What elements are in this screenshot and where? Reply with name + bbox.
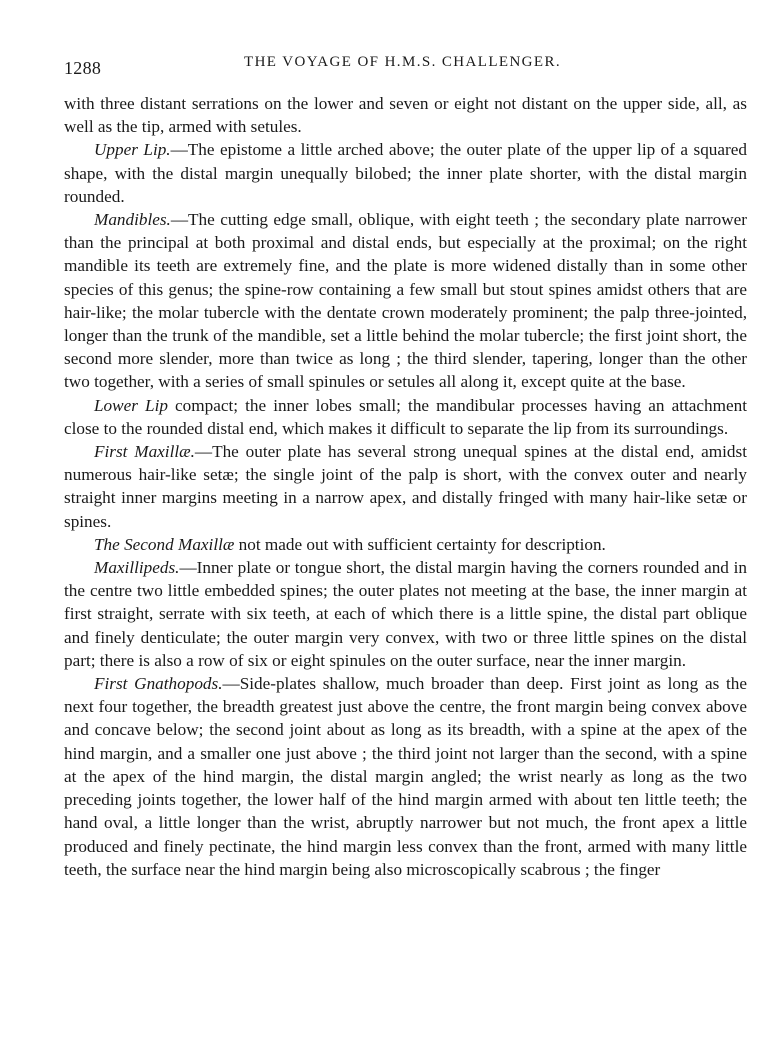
paragraph-heading: Upper Lip.	[94, 140, 171, 160]
paragraph-maxillipeds	[64, 556, 747, 672]
page-header	[64, 54, 754, 80]
paragraph-text: —The cutting edge small, oblique, with eight teeth ; the secondary plate narrower than the principal at both proximal and distal ends, but especially at the proximal; on the right mandible its teeth are extremely fine, and the plate is more widened distally than in some other species of this genus; the spine-row containing a few small but stout spines amidst others that are hair-like; the molar tubercle with the dentate crown moderately prominent; the palp three-jointed, longer than the trunk of the mandible, set a little behind the molar tubercle; the first joint short, the second more slender, more than twice as long ; the third slender, tapering, longer than the other two together, with a series of small spinules or setules all along it, except quite at the base.	[64, 210, 747, 392]
paragraph-second-maxillae	[64, 533, 747, 556]
paragraph-heading: Lower Lip	[94, 395, 168, 415]
paragraph-text: —The outer plate has several strong unequal spines at the distal end, amidst numerous hair-like setæ; the single joint of the palp is short, with the convex outer and nearly straight inner margins meeting in a narrow apex, and distally fringed with many hair-like setæ or spines.	[64, 442, 747, 531]
paragraph-heading: The Second Maxillæ	[94, 534, 235, 554]
paragraph-mandibles	[64, 208, 747, 394]
paragraph-text: —Inner plate or tongue short, the distal margin having the corners rounded and in the centre two little embedded spines; the outer plates not meeting at the base, the inner margin at first straight, serrate with six teeth, at each of which there is a little spine, the distal part oblique and finely denticulate; the outer margin very convex, with two or three little spines on the distal part; there is also a row of six or eight spinules on the outer surface, near the inner margin.	[64, 558, 747, 670]
paragraph-heading: Maxillipeds.	[94, 558, 180, 578]
paragraph-text: —The epistome a little arched above; the outer plate of the upper lip of a squared shape, with the distal margin unequally bilobed; the inner plate shorter, with the distal margin rounded.	[64, 140, 747, 206]
paragraph-heading: First Maxillæ.	[94, 442, 195, 462]
paragraph-continuation	[64, 92, 747, 138]
body-text	[64, 92, 747, 881]
paragraph-text: not made out with sufficient certainty for description.	[234, 534, 606, 554]
running-title: THE VOYAGE OF H.M.S. CHALLENGER.	[244, 54, 562, 70]
paragraph-first-maxillae	[64, 440, 747, 533]
paragraph-heading: Mandibles.	[94, 210, 171, 230]
page-number: 1288	[64, 58, 102, 78]
paragraph-text: —Side-plates shallow, much broader than deep. First joint as long as the next four together, the breadth greatest just above the centre, the front margin being convex above and concave below; the second joint about as long as its breadth, with a spine at the apex of the hind margin, and a smaller one just above ; the third joint not larger than the second, with a spine at the apex of the hind margin, the distal margin angled; the wrist nearly as long as the two preceding joints together, the lower half of the hind margin armed with about ten little teeth; the hand oval, a little longer than the wrist, abruptly narrower but not much, the front apex a little produced and finely pectinate, the hind margin less convex than the front, armed with many little teeth, the surface near the hind margin being also microscopically scabrous ; the finger	[64, 674, 747, 879]
paragraph-text: compact; the inner lobes small; the mandibular processes having an attachment close to the rounded distal end, which makes it difficult to separate the lip from its surroundings.	[64, 395, 747, 438]
paragraph-heading: First Gnathopods.	[94, 674, 223, 694]
paragraph-first-gnathopods	[64, 672, 747, 881]
paragraph-lower-lip	[64, 394, 747, 440]
paragraph-text: with three distant serrations on the lower and seven or eight not distant on the upper side, all, as well as the tip, armed with setules.	[64, 94, 747, 137]
paragraph-upper-lip	[64, 138, 747, 208]
